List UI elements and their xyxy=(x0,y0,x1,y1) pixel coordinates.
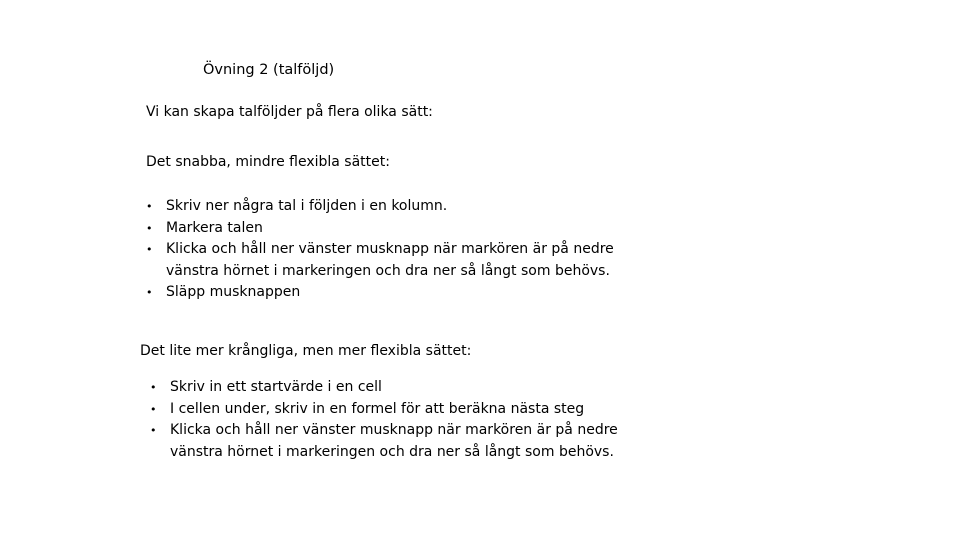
bullet-icon: • xyxy=(146,200,153,213)
step-text: Klicka och håll ner vänster musknapp när markören är på nedre vänstra hörnet i markeringen och dra ner så långt som behövs. xyxy=(166,241,614,279)
bullet-icon: • xyxy=(150,424,157,437)
list-item xyxy=(146,239,614,282)
intro-text: Vi kan skapa talföljder på flera olika sätt: xyxy=(146,104,433,120)
step-text: Skriv ner några tal i följden i en kolumn. xyxy=(166,198,448,214)
step-text: Skriv in ett startvärde i en cell xyxy=(170,379,382,395)
list-item xyxy=(146,282,614,304)
bullet-icon: • xyxy=(146,243,153,256)
flexible-method-steps xyxy=(150,377,618,463)
bullet-icon: • xyxy=(150,402,157,416)
step-text: Markera talen xyxy=(166,219,263,236)
list-item xyxy=(150,399,618,421)
list-item xyxy=(146,196,614,218)
list-item xyxy=(146,218,614,240)
step-text: I cellen under, skriv in en formel för att beräkna nästa steg xyxy=(170,400,585,417)
quick-method-heading: Det snabba, mindre flexibla sättet: xyxy=(146,154,390,170)
bullet-icon: • xyxy=(150,381,157,394)
slide-title: Övning 2 (talföljd) xyxy=(203,62,335,78)
flexible-method-heading: Det lite mer krångliga, men mer flexibla sättet: xyxy=(140,343,472,359)
bullet-icon: • xyxy=(146,221,153,235)
step-text: Klicka och håll ner vänster musknapp när markören är på nedre vänstra hörnet i markeringen och dra ner så långt som behövs. xyxy=(170,422,618,460)
quick-method-steps xyxy=(146,196,614,304)
list-item xyxy=(150,420,618,463)
step-text: Släpp musknappen xyxy=(166,284,301,300)
bullet-icon: • xyxy=(146,286,153,299)
list-item xyxy=(150,377,618,399)
